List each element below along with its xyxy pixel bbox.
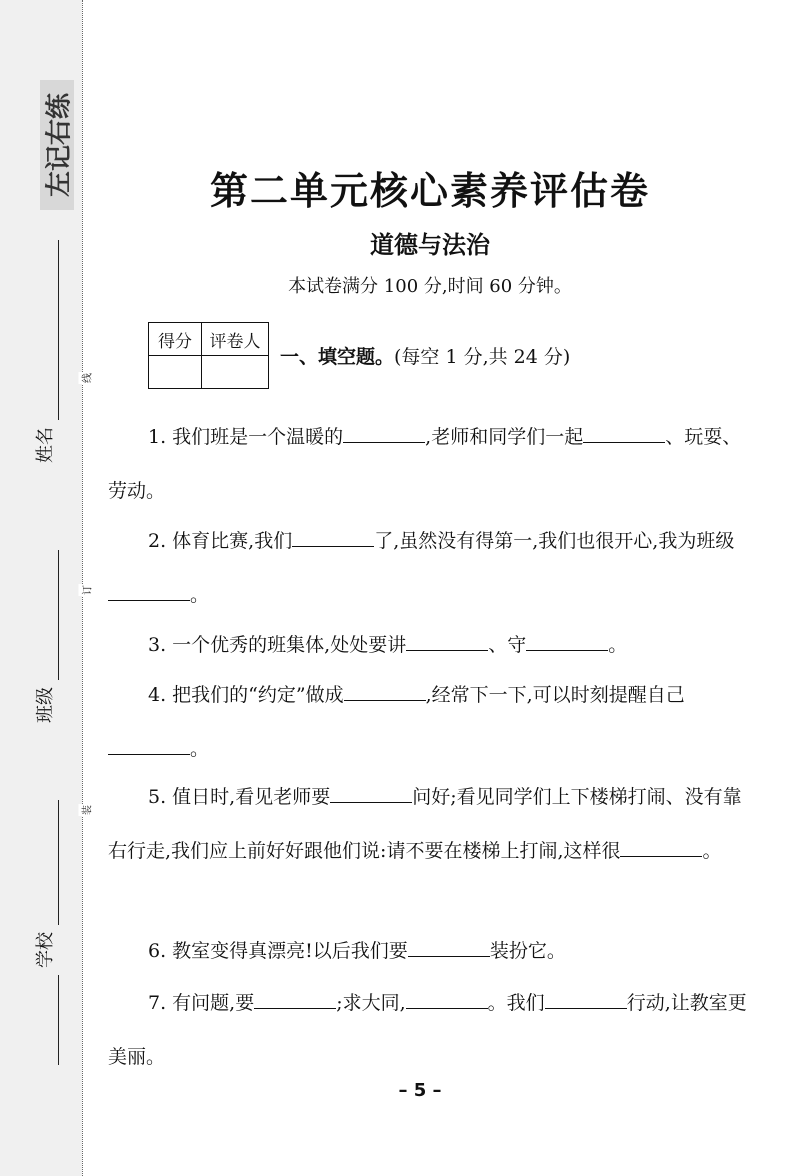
answer-blank[interactable] <box>254 986 336 1009</box>
class-field-line <box>58 550 59 680</box>
q5-text-2: 问好;看见同学们上下楼梯打闹、没有靠右行走,我们应上前好好跟他们说:请不要在楼梯上打闹,这样很 <box>108 786 742 862</box>
answer-blank[interactable] <box>526 628 608 651</box>
school-field-line-bottom <box>58 975 59 1065</box>
q7-text-2: ;求大同, <box>336 992 406 1014</box>
q2-text-3: 。 <box>190 584 210 606</box>
answer-blank[interactable] <box>108 578 190 601</box>
q3-text-2: 、守 <box>488 634 527 656</box>
q6-text-1: 6. 教室变得真漂亮!以后我们要 <box>148 940 408 962</box>
grader-cell[interactable] <box>202 356 269 389</box>
name-field-line <box>58 240 59 420</box>
section-heading <box>280 342 570 369</box>
answer-blank[interactable] <box>583 420 665 443</box>
q5-text-3: 。 <box>702 840 722 862</box>
q4-text-2: ,经常下一下,可以时刻提醒自己 <box>425 684 685 706</box>
answer-blank[interactable] <box>406 628 488 651</box>
q4-text-1: 4. 把我们的“约定”做成 <box>148 684 344 706</box>
question-3 <box>108 618 758 672</box>
answer-blank[interactable] <box>408 934 490 957</box>
q2-text-2: 了,虽然没有得第一,我们也很开心,我为班级 <box>374 530 735 552</box>
name-field-label: 姓名 <box>35 427 56 463</box>
q6-text-2: 装扮它。 <box>489 940 566 962</box>
score-box <box>148 322 269 389</box>
answer-blank[interactable] <box>292 524 374 547</box>
q5-text-1: 5. 值日时,看见老师要 <box>148 786 331 808</box>
answer-blank[interactable] <box>620 834 702 857</box>
answer-blank[interactable] <box>108 732 190 755</box>
answer-blank[interactable] <box>344 678 426 701</box>
answer-blank[interactable] <box>343 420 425 443</box>
question-5 <box>108 770 758 878</box>
question-7 <box>108 976 758 1084</box>
answer-blank[interactable] <box>545 986 627 1009</box>
brand-text: 左记右练 <box>44 92 75 198</box>
question-6 <box>108 924 758 978</box>
q7-text-4: 行动,让教室更美丽。 <box>108 992 747 1068</box>
school-field-line-top <box>58 800 59 925</box>
page-title: 第二单元核心素养评估卷 <box>209 169 650 213</box>
answer-blank[interactable] <box>406 986 488 1009</box>
question-1 <box>108 410 758 518</box>
cut-mark-order: 订 <box>79 584 94 596</box>
question-2 <box>108 514 758 622</box>
question-4 <box>108 668 758 776</box>
subject-title: 道德与法治 <box>370 231 490 259</box>
grader-label: 评卷人 <box>202 323 269 356</box>
q1-text-2: ,老师和同学们一起 <box>425 426 584 448</box>
q1-text-1: 1. 我们班是一个温暖的 <box>148 426 344 448</box>
q3-text-1: 3. 一个优秀的班集体,处处要讲 <box>148 634 407 656</box>
exam-info: 本试卷满分 100 分,时间 60 分钟。 <box>288 276 572 297</box>
q2-text-1: 2. 体育比赛,我们 <box>148 530 293 552</box>
class-field-label: 班级 <box>35 687 56 723</box>
cut-mark-line: 线 <box>79 372 94 384</box>
school-field-label: 学校 <box>35 932 56 968</box>
answer-blank[interactable] <box>330 780 412 803</box>
section-note: (每空 1 分,共 24 分) <box>394 346 571 368</box>
section-title: 一、填空题。 <box>280 346 395 368</box>
page-number: – 5 – <box>398 1080 442 1101</box>
q7-text-1: 7. 有问题,要 <box>148 992 255 1014</box>
cut-mark-bind: 装 <box>79 804 94 816</box>
q3-text-3: 。 <box>608 634 628 656</box>
q4-text-3: 。 <box>190 738 210 760</box>
score-label: 得分 <box>149 323 202 356</box>
q1-text-3: 、玩耍、劳动。 <box>108 426 742 502</box>
q7-text-3: 。我们 <box>487 992 545 1014</box>
score-cell[interactable] <box>149 356 202 389</box>
